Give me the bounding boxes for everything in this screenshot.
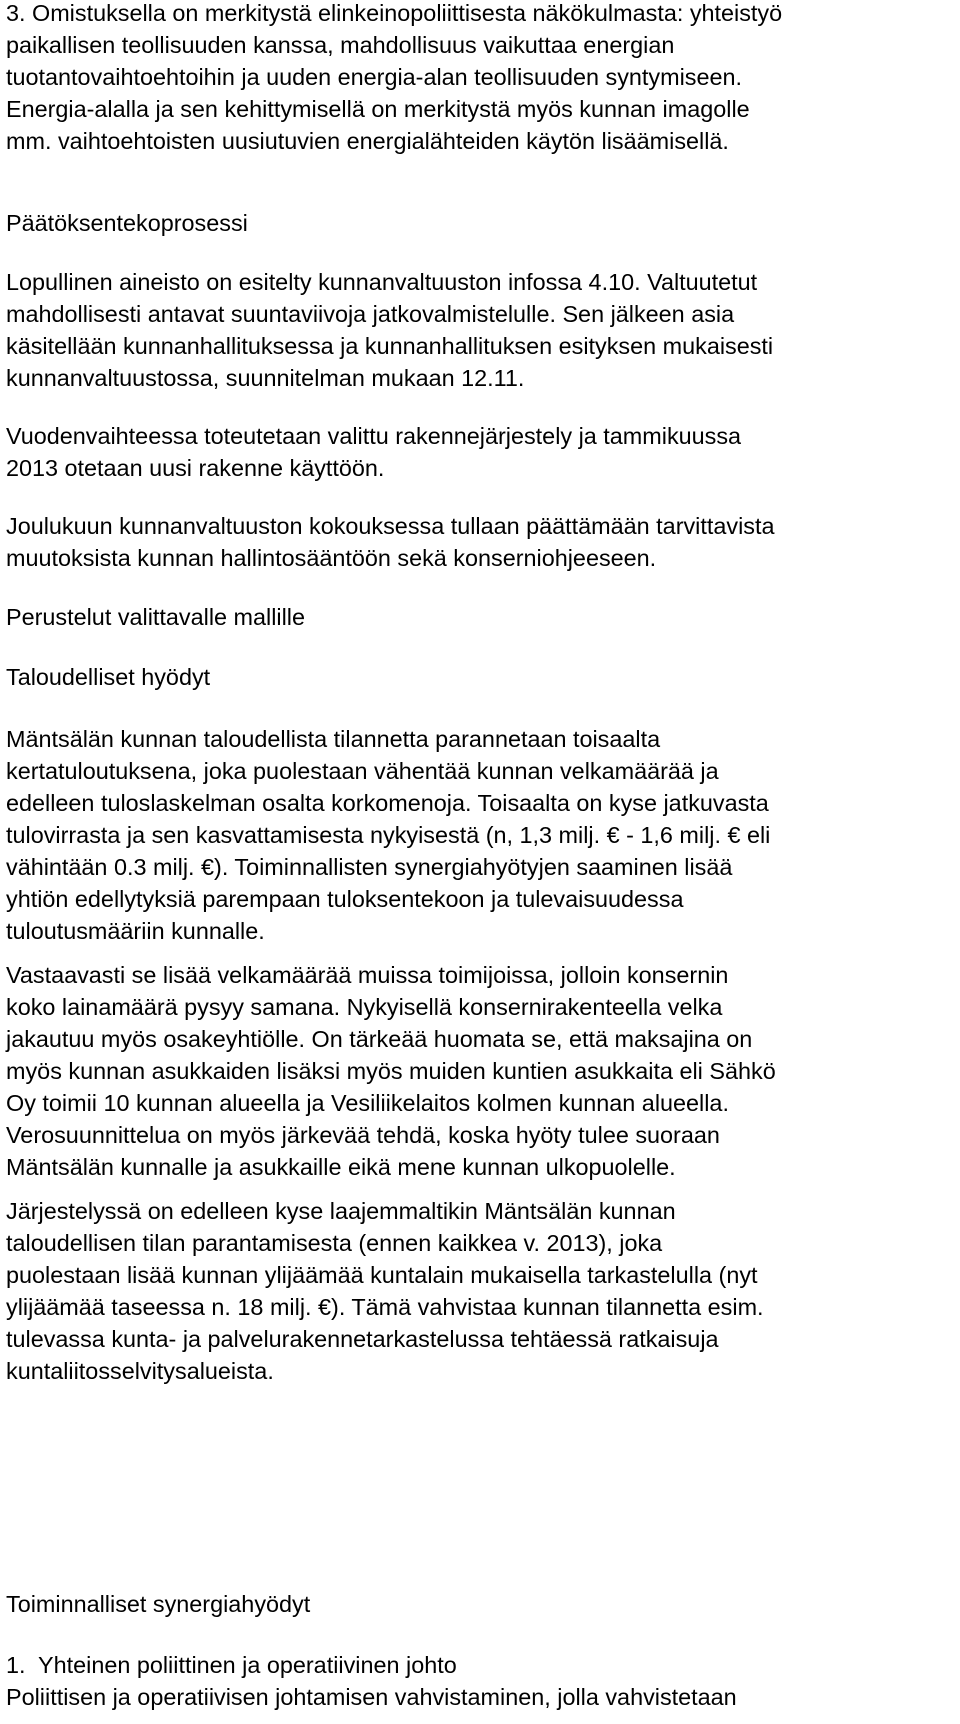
list-item-number: 1.	[6, 1652, 26, 1678]
text-line: koko lainamäärä pysyy samana. Nykyisellä konsernirakenteella velka	[6, 994, 723, 1020]
text-line: kertatuloutuksena, joka puolestaan vähentää kunnan velkamäärää ja	[6, 758, 719, 784]
text-line: mahdollisesti antavat suuntaviivoja jatkovalmistelulle. Sen jälkeen asia	[6, 301, 735, 327]
decision-heading	[6, 207, 956, 239]
text-line: puolestaan lisää kunnan ylijäämää kuntalain mukaisella tarkastelulla (nyt	[6, 1262, 758, 1288]
text-line: 2013 otetaan uusi rakenne käyttöön.	[6, 455, 385, 481]
text-line: taloudellisen tilan parantamisesta (ennen kaikkea v. 2013), joka	[6, 1230, 663, 1256]
text-line: kunnanvaltuustossa, suunnitelman mukaan 12.11.	[6, 365, 525, 391]
text-line: vähintään 0.3 milj. €). Toiminnallisten synergiahyötyjen saaminen lisää	[6, 854, 733, 880]
rationale-paragraph-2	[6, 959, 956, 1183]
text-line: Vuodenvaihteessa toteutetaan valittu rakennejärjestely ja tammikuussa	[6, 423, 742, 449]
text-line: tuloutusmääriin kunnalle.	[6, 918, 265, 944]
section-subheading: Taloudelliset hyödyt	[6, 664, 211, 690]
text-line: 3. Omistuksella on merkitystä elinkeinopoliittisesta näkökulmasta: yhteistyö	[6, 0, 783, 26]
text-line: muutoksista kunnan hallintosääntöön sekä konserniohjeeseen.	[6, 545, 657, 571]
text-line: Energia-alalla ja sen kehittymisellä on merkitystä myös kunnan imagolle	[6, 96, 750, 122]
text-line: Verosuunnittelua on myös järkevää tehdä, koska hyöty tulee suoraan	[6, 1122, 720, 1148]
section-heading: Päätöksentekoprosessi	[6, 210, 248, 236]
text-line: Lopullinen aineisto on esitelty kunnanvaltuuston infossa 4.10. Valtuutetut	[6, 269, 758, 295]
text-line: mm. vaihtoehtoisten uusiutuvien energialähteiden käytön lisäämisellä.	[6, 128, 729, 154]
decision-paragraph-2	[6, 420, 956, 484]
text-line: Joulukuun kunnanvaltuuston kokouksessa tullaan päättämään tarvittavista	[6, 513, 775, 539]
text-line: Järjestelyssä on edelleen kyse laajemmaltikin Mäntsälän kunnan	[6, 1198, 676, 1224]
rationale-heading	[6, 601, 956, 633]
decision-paragraph-1	[6, 266, 956, 394]
rationale-paragraph-3	[6, 1195, 956, 1387]
text-line: edelleen tuloslaskelman osalta korkomenoja. Toisaalta on kyse jatkuvasta	[6, 790, 769, 816]
rationale-paragraph-1	[6, 723, 956, 947]
text-line: myös kunnan asukkaiden lisäksi myös muiden kuntien asukkaita eli Sähkö	[6, 1058, 776, 1084]
synergy-heading	[6, 1588, 956, 1620]
intro-paragraph	[6, 0, 956, 157]
list-item-label: Yhteinen poliittinen ja operatiivinen johto	[38, 1652, 457, 1678]
section-heading: Perustelut valittavalle mallille	[6, 604, 306, 630]
text-line: ylijäämää taseessa n. 18 milj. €). Tämä vahvistaa kunnan tilannetta esim.	[6, 1294, 764, 1320]
decision-paragraph-3	[6, 510, 956, 574]
text-line: tulovirrasta ja sen kasvattamisesta nykyisestä (n, 1,3 milj. € - 1,6 milj. € eli	[6, 822, 771, 848]
text-line: Mäntsälän kunnalle ja asukkaille eikä mene kunnan ulkopuolelle.	[6, 1154, 676, 1180]
text-line: käsitellään kunnanhallituksessa ja kunnanhallituksen esityksen mukaisesti	[6, 333, 774, 359]
text-line: yhtiön edellytyksiä parempaan tuloksentekoon ja tulevaisuudessa	[6, 886, 684, 912]
section-heading: Toiminnalliset synergiahyödyt	[6, 1591, 311, 1617]
text-line: Mäntsälän kunnan taloudellista tilannetta parannetaan toisaalta	[6, 726, 661, 752]
list-item	[6, 1649, 956, 1681]
synergy-list	[6, 1649, 956, 1713]
text-line: Oy toimii 10 kunnan alueella ja Vesiliikelaitos kolmen kunnan alueella.	[6, 1090, 729, 1116]
text-line: Poliittisen ja operatiivisen johtamisen vahvistaminen, jolla vahvistetaan	[6, 1684, 737, 1710]
text-line: kuntaliitosselvitysalueista.	[6, 1358, 274, 1384]
text-line: tulevassa kunta- ja palvelurakennetarkastelussa tehtäessä ratkaisuja	[6, 1326, 719, 1352]
text-line: paikallisen teollisuuden kanssa, mahdollisuus vaikuttaa energian	[6, 32, 675, 58]
rationale-subheading	[6, 661, 956, 693]
text-line: tuotantovaihtoehtoihin ja uuden energia-alan teollisuuden syntymiseen.	[6, 64, 743, 90]
text-line: Vastaavasti se lisää velkamäärää muissa toimijoissa, jolloin konsernin	[6, 962, 729, 988]
text-line: jakautuu myös osakeyhtiölle. On tärkeää huomata se, että maksajina on	[6, 1026, 753, 1052]
